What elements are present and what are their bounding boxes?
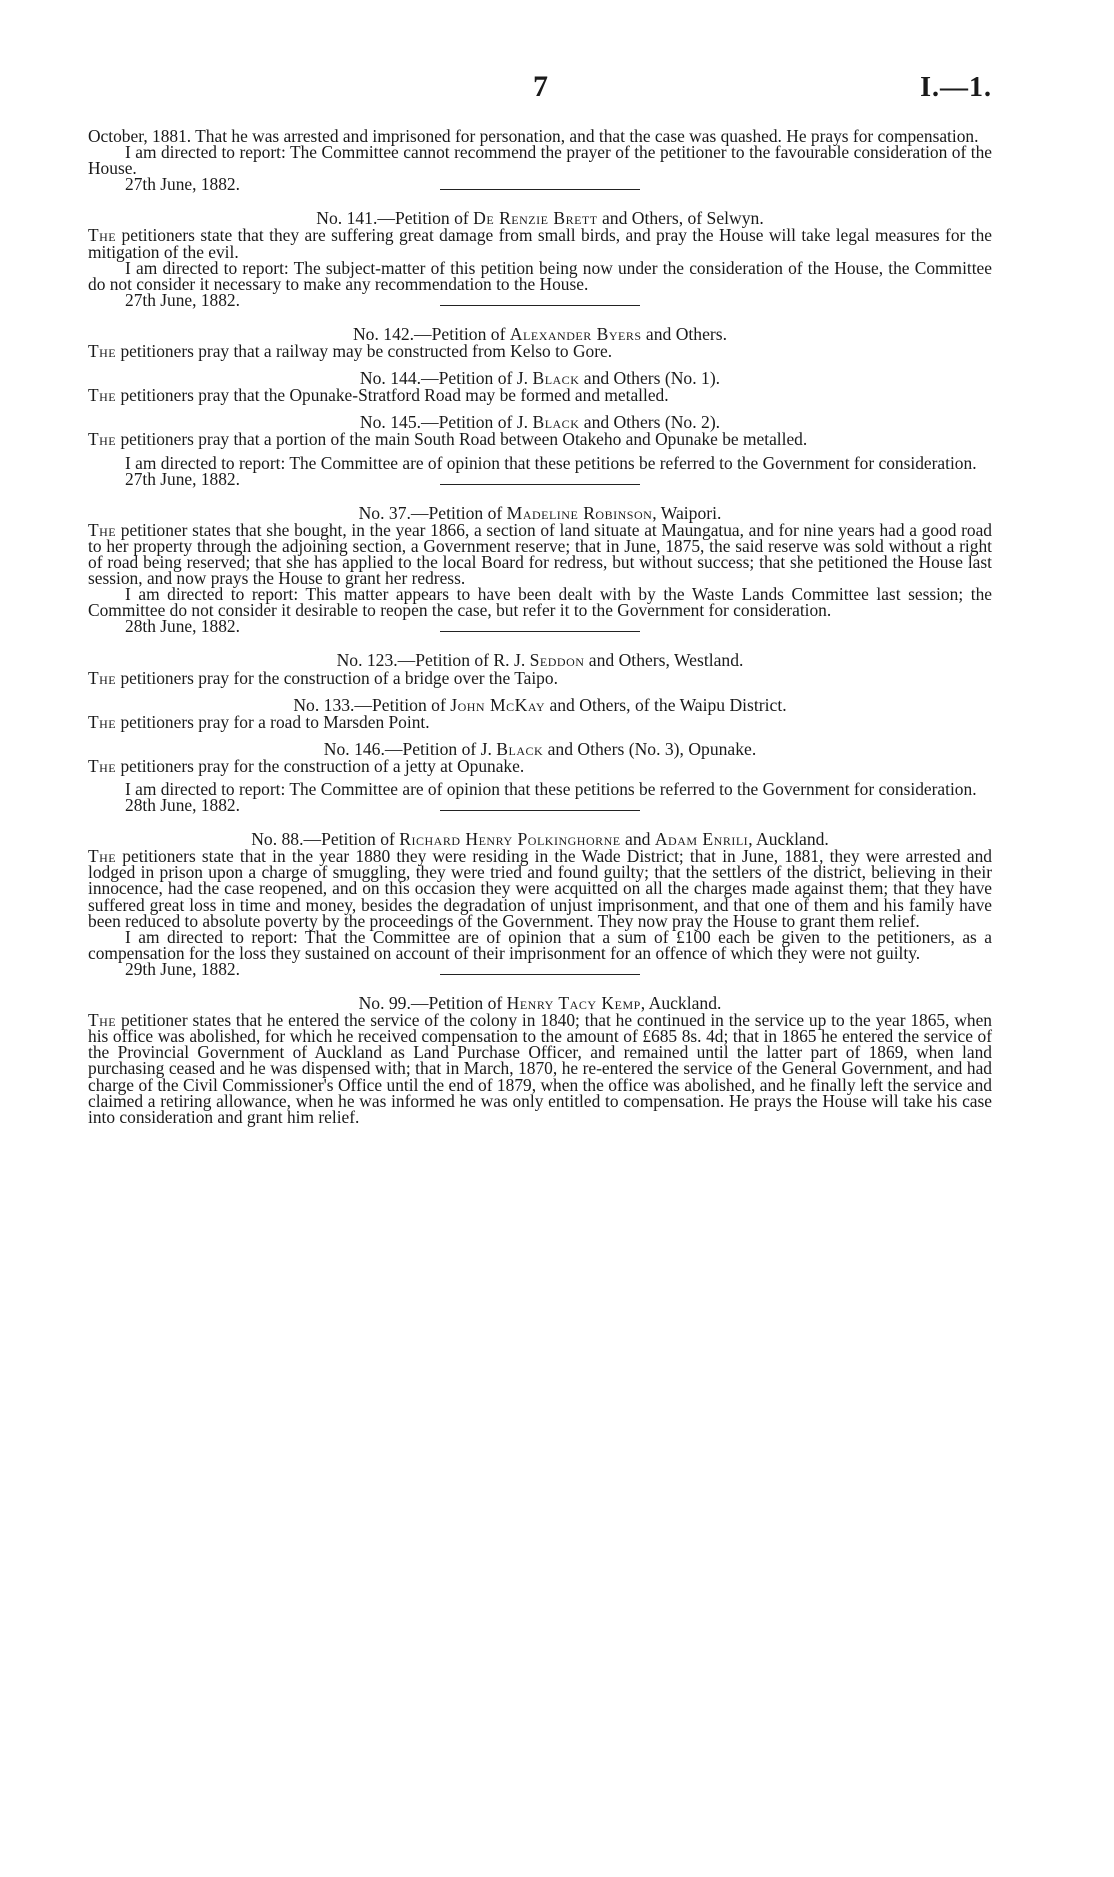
petitioner-name: Alexander Byers	[509, 323, 642, 344]
section-divider	[440, 810, 640, 811]
petition-text-145: The petitioners pray that a portion of the main South Road between Otakeho and Opunake be metalled.	[88, 429, 808, 450]
page-header	[88, 70, 992, 110]
petition-title-145: No. 145.—Petition of J. Black and Others (No. 2).	[359, 412, 721, 433]
petition-title-133: No. 133.—Petition of John McKay and Others, of the Waipu District.	[293, 694, 787, 715]
section-divider	[440, 631, 640, 632]
petitioner-name: John McKay	[450, 694, 546, 715]
petitioner-name: De Renzie Brett	[473, 208, 598, 229]
petition-text-141: The petitioners state that they are suffering great damage from small birds, and pray the House will take legal measures for the mitigation of the evil.	[88, 225, 992, 262]
petition-title-144: No. 144.—Petition of J. Black and Others (No. 1).	[359, 368, 721, 389]
petitioner-name: Black	[496, 738, 544, 759]
petitioner-name: Adam Enrili	[654, 829, 749, 850]
petition-title-37: No. 37.—Petition of Madeline Robinson, Waipori.	[358, 502, 722, 523]
petitioner-name: Seddon	[529, 650, 585, 671]
petition-text-123: The petitioners pray for the construction of a bridge over the Taipo.	[88, 667, 558, 688]
section-divider	[440, 974, 640, 975]
petitioner-name: Madeline Robinson	[506, 502, 653, 523]
committee-report: I am directed to report: The Committee are of opinion that these petitions be referred to the Government for consideration.	[125, 779, 977, 799]
petition-text-146: The petitioners pray for the construction of a jetty at Opunake.	[88, 755, 525, 776]
report-date: 27th June, 1882.	[125, 174, 240, 195]
report-date: 29th June, 1882.	[125, 958, 240, 979]
report-date: 27th June, 1882.	[125, 289, 240, 310]
petition-text-88: The petitioners state that in the year 1880 they were residing in the Wade District; that in June, 1881, they were arrested and lodged in prison upon a charge of smuggling, they were tried and found guilty; that the settlers of the district, believing in their innocence, had the case reopened, and on this occasion they were acquitted on all the charges made against them; that they have suffered great loss in time and money, besides the degradation of unjust imprisonment, and that one of them and his family have been reduced to absolute poverty by the proceedings of the Government. They now pray the House to grant them relief.	[88, 846, 992, 931]
section-divider	[440, 484, 640, 485]
continued-paragraph: October, 1881. That he was arrested and imprisoned for personation, and that the case was quashed. He prays for compensation.	[88, 126, 979, 146]
petition-text-142: The petitioners pray that a railway may be constructed from Kelso to Gore.	[88, 341, 613, 362]
section-divider	[440, 189, 640, 190]
petition-text-144: The petitioners pray that the Opunake-Stratford Road may be formed and metalled.	[88, 385, 669, 406]
document-body	[88, 128, 992, 1125]
petition-text-99: The petitioner states that he entered the service of the colony in 1840; that he continued in the service up to the year 1865, when his office was abolished, for which he received compensation to the amount of £685 8s. 4d; that in 1865 he entered the service of the Provincial Government of Auckland as Land Purchase Officer, and remained until the latter part of 1869, when land purchasing ceased and he was dispensed with; that in March, 1870, he re-entered the service of the General Government, and had charge of the Civil Commissioner's Office until the end of 1879, when the office was abolished, and he finally left the service and claimed a retiring allowance, when he was informed he was only entitled to compensation. He prays the House will take his case into consideration and grant him relief.	[88, 1010, 992, 1127]
petitioner-name: Black	[532, 412, 580, 433]
page-number: 7	[533, 70, 548, 103]
petition-text-37: The petitioner states that she bought, in the year 1866, a section of land situate at Maungatua, and for nine years had a good road to her property through the adjoining section, a Government reserve; that in June, 1875, the said reserve was sold without a right of road being reserved; that she has applied to the local Board for redress, but without success; that she petitioned the House last session, and now prays the House to grant her redress.	[88, 519, 992, 589]
committee-report: I am directed to report: That the Committee are of opinion that a sum of £100 each be given to the petitioners, as a compensation for the loss they sustained on account of their imprisonment for an offence of which they were not guilty.	[88, 926, 992, 963]
committee-report: I am directed to report: The subject-matter of this petition being now under the consideration of the House, the Committee do not consider it necessary to make any recommendation to the House.	[88, 257, 992, 294]
petitioner-name: Richard Henry Polkinghorne	[399, 829, 621, 850]
petition-title-142: No. 142.—Petition of Alexander Byers and Others.	[352, 323, 728, 344]
document-reference: I.—1.	[920, 72, 992, 103]
report-date: 28th June, 1882.	[125, 616, 240, 637]
committee-report: I am directed to report: This matter appears to have been dealt with by the Waste Lands Committee last session; the Committee do not consider it desirable to reopen the case, but refer it to the Government for consideration.	[88, 584, 992, 621]
committee-report: I am directed to report: The Committee are of opinion that these petitions be referred to the Government for consideration.	[125, 452, 977, 473]
committee-report: I am directed to report: The Committee cannot recommend the prayer of the petitioner to the favourable consideration of the House.	[88, 142, 992, 179]
report-date: 27th June, 1882.	[125, 468, 240, 489]
section-divider	[440, 305, 640, 306]
petition-title-146: No. 146.—Petition of J. Black and Others (No. 3), Opunake.	[323, 738, 757, 759]
petitioner-name: Black	[532, 368, 580, 389]
petition-text-133: The petitioners pray for a road to Marsden Point.	[88, 711, 430, 732]
report-date: 28th June, 1882.	[125, 795, 240, 816]
petition-title-123: No. 123.—Petition of R. J. Seddon and Others, Westland.	[336, 650, 744, 671]
petition-title-99: No. 99.—Petition of Henry Tacy Kemp, Auckland.	[358, 993, 722, 1014]
petitioner-name: Henry Tacy Kemp	[506, 993, 641, 1014]
petition-title-88: No. 88.—Petition of Richard Henry Polkinghorne and Adam Enrili, Auckland.	[251, 829, 829, 850]
petition-title-141: No. 141.—Petition of De Renzie Brett and Others, of Selwyn.	[316, 208, 764, 229]
